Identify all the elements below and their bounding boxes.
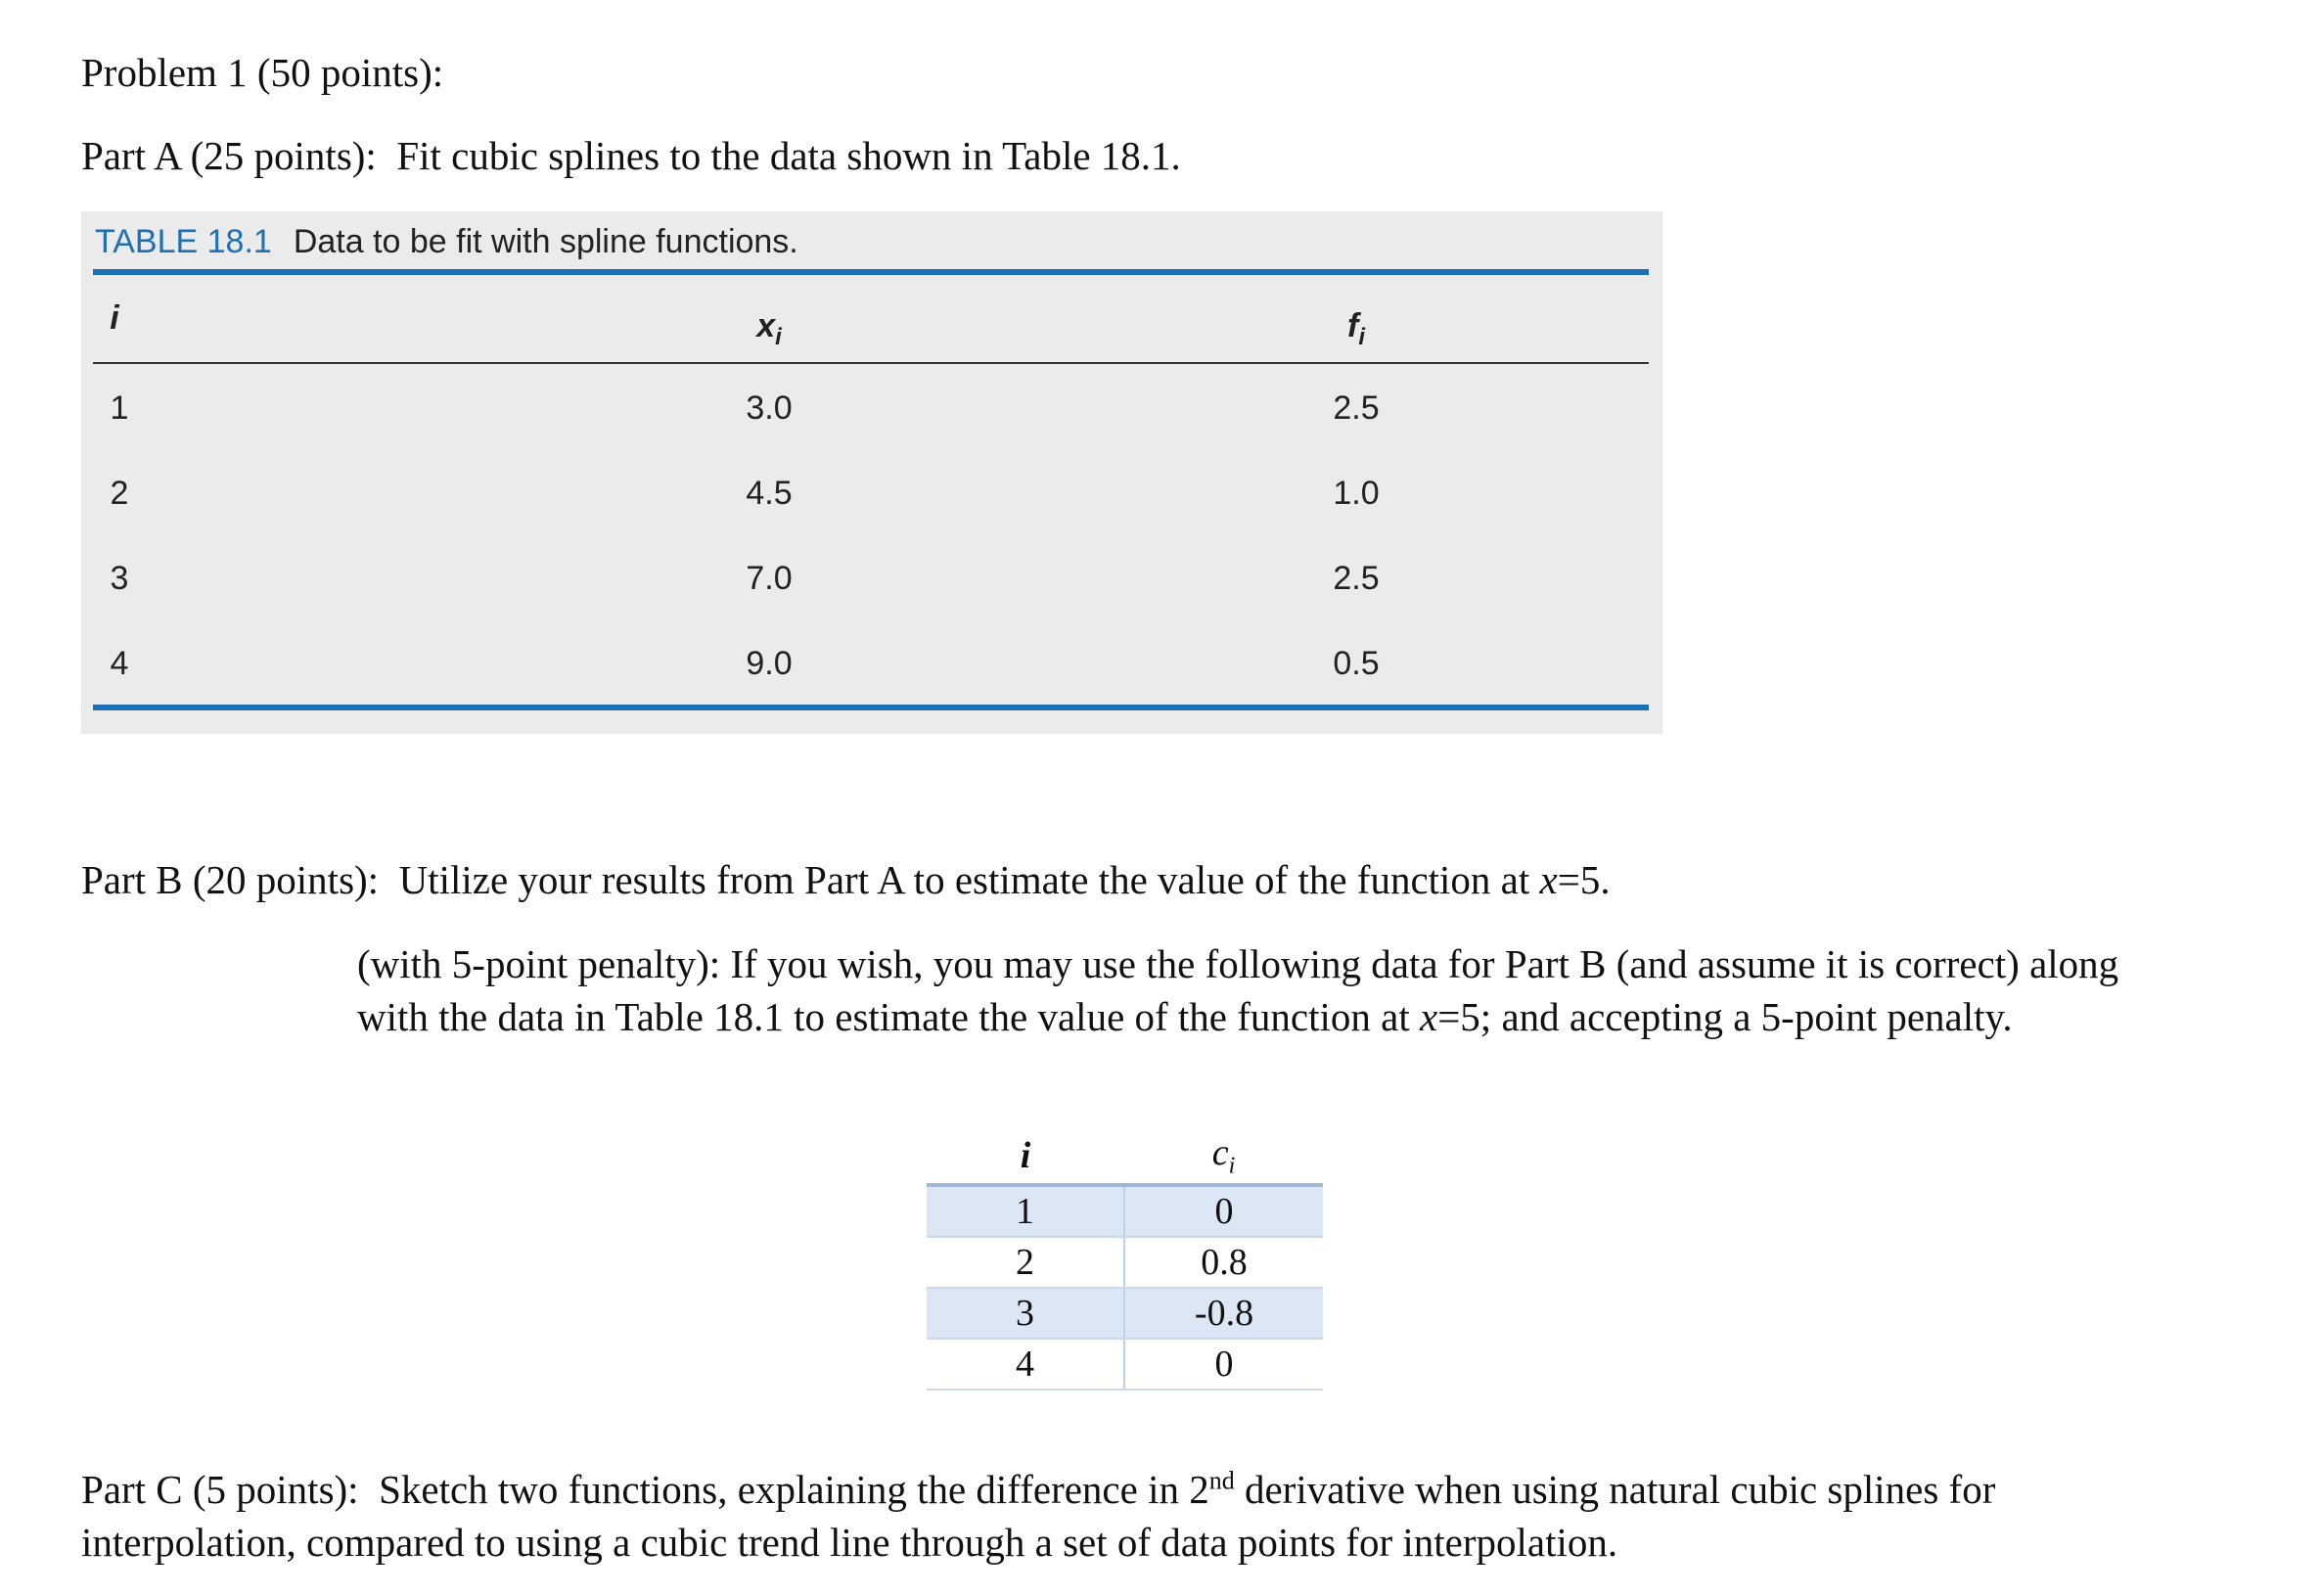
table-top-rule (93, 269, 1649, 275)
table-header-rule (93, 362, 1649, 364)
part-b-penalty-text: (with 5-point penalty): If you wish, you may use the following data for Part B (and assume it is correct) along with the data in Table 18.1 to estimate the value of the function at x=5; and accepting a 5-point penalty. (357, 941, 2119, 1039)
part-a-label: Part A (25 points): (81, 133, 377, 178)
c-table-header-c: $c_i$ (1124, 1128, 1323, 1185)
header-i: i (110, 299, 119, 337)
table-row (927, 1185, 1323, 1237)
table-cell: 4 (110, 645, 129, 682)
table-cell: 7.0 (746, 560, 793, 597)
table-cell: 0.8 (1124, 1237, 1323, 1288)
table-row (927, 1288, 1323, 1339)
part-a-text (81, 132, 1181, 180)
part-c-text: Part C (5 points): Sketch two functions, explaining the difference in 2nd derivative when using natural cubic splines for interpolation, compared to using a cubic trend line through a set of data points for interpolation. (81, 1466, 1996, 1565)
table-cell: 1.0 (1333, 475, 1380, 512)
table-cell: 3 (927, 1288, 1124, 1339)
table-cell: 0.5 (1333, 645, 1380, 682)
header-x: $x_i$ (756, 307, 782, 350)
table-cell: 3.0 (746, 389, 793, 427)
c-coefficients-table (927, 1128, 1323, 1391)
table-cell: 0 (1124, 1185, 1323, 1237)
table-row (927, 1339, 1323, 1390)
table-bottom-rule (93, 705, 1649, 710)
part-c-label: Part C (5 points): (81, 1467, 359, 1512)
part-a-body: Fit cubic splines to the data shown in Table 18.1. (396, 133, 1181, 178)
part-b-label: Part B (20 points): (81, 857, 380, 902)
table-18-1 (81, 211, 1662, 734)
table-cell: 1 (110, 389, 129, 427)
table-cell: -0.8 (1124, 1288, 1323, 1339)
table-cell: 4 (927, 1339, 1124, 1390)
table-cell: 1 (927, 1185, 1124, 1237)
header-f: $f_i$ (1347, 307, 1365, 350)
table-cell: 0 (1124, 1339, 1323, 1390)
table-cell: 4.5 (746, 475, 793, 512)
table-cell: 3 (110, 560, 129, 597)
table-caption-text: Data to be fit with spline functions. (293, 223, 798, 260)
c-table-header-i: i (927, 1128, 1124, 1185)
table-caption-label: TABLE 18.1 (95, 223, 272, 260)
table-caption (95, 223, 798, 261)
table-cell: 2 (110, 475, 129, 512)
problem-title: Problem 1 (50 points): (81, 50, 444, 95)
part-b-text: Part B (20 points): Utilize your results from Part A to estimate the value of the function at x=5. (81, 857, 1611, 902)
table-cell: 2.5 (1333, 389, 1380, 427)
table-row (927, 1237, 1323, 1288)
table-cell: 2.5 (1333, 560, 1380, 597)
table-cell: 9.0 (746, 645, 793, 682)
table-cell: 2 (927, 1237, 1124, 1288)
